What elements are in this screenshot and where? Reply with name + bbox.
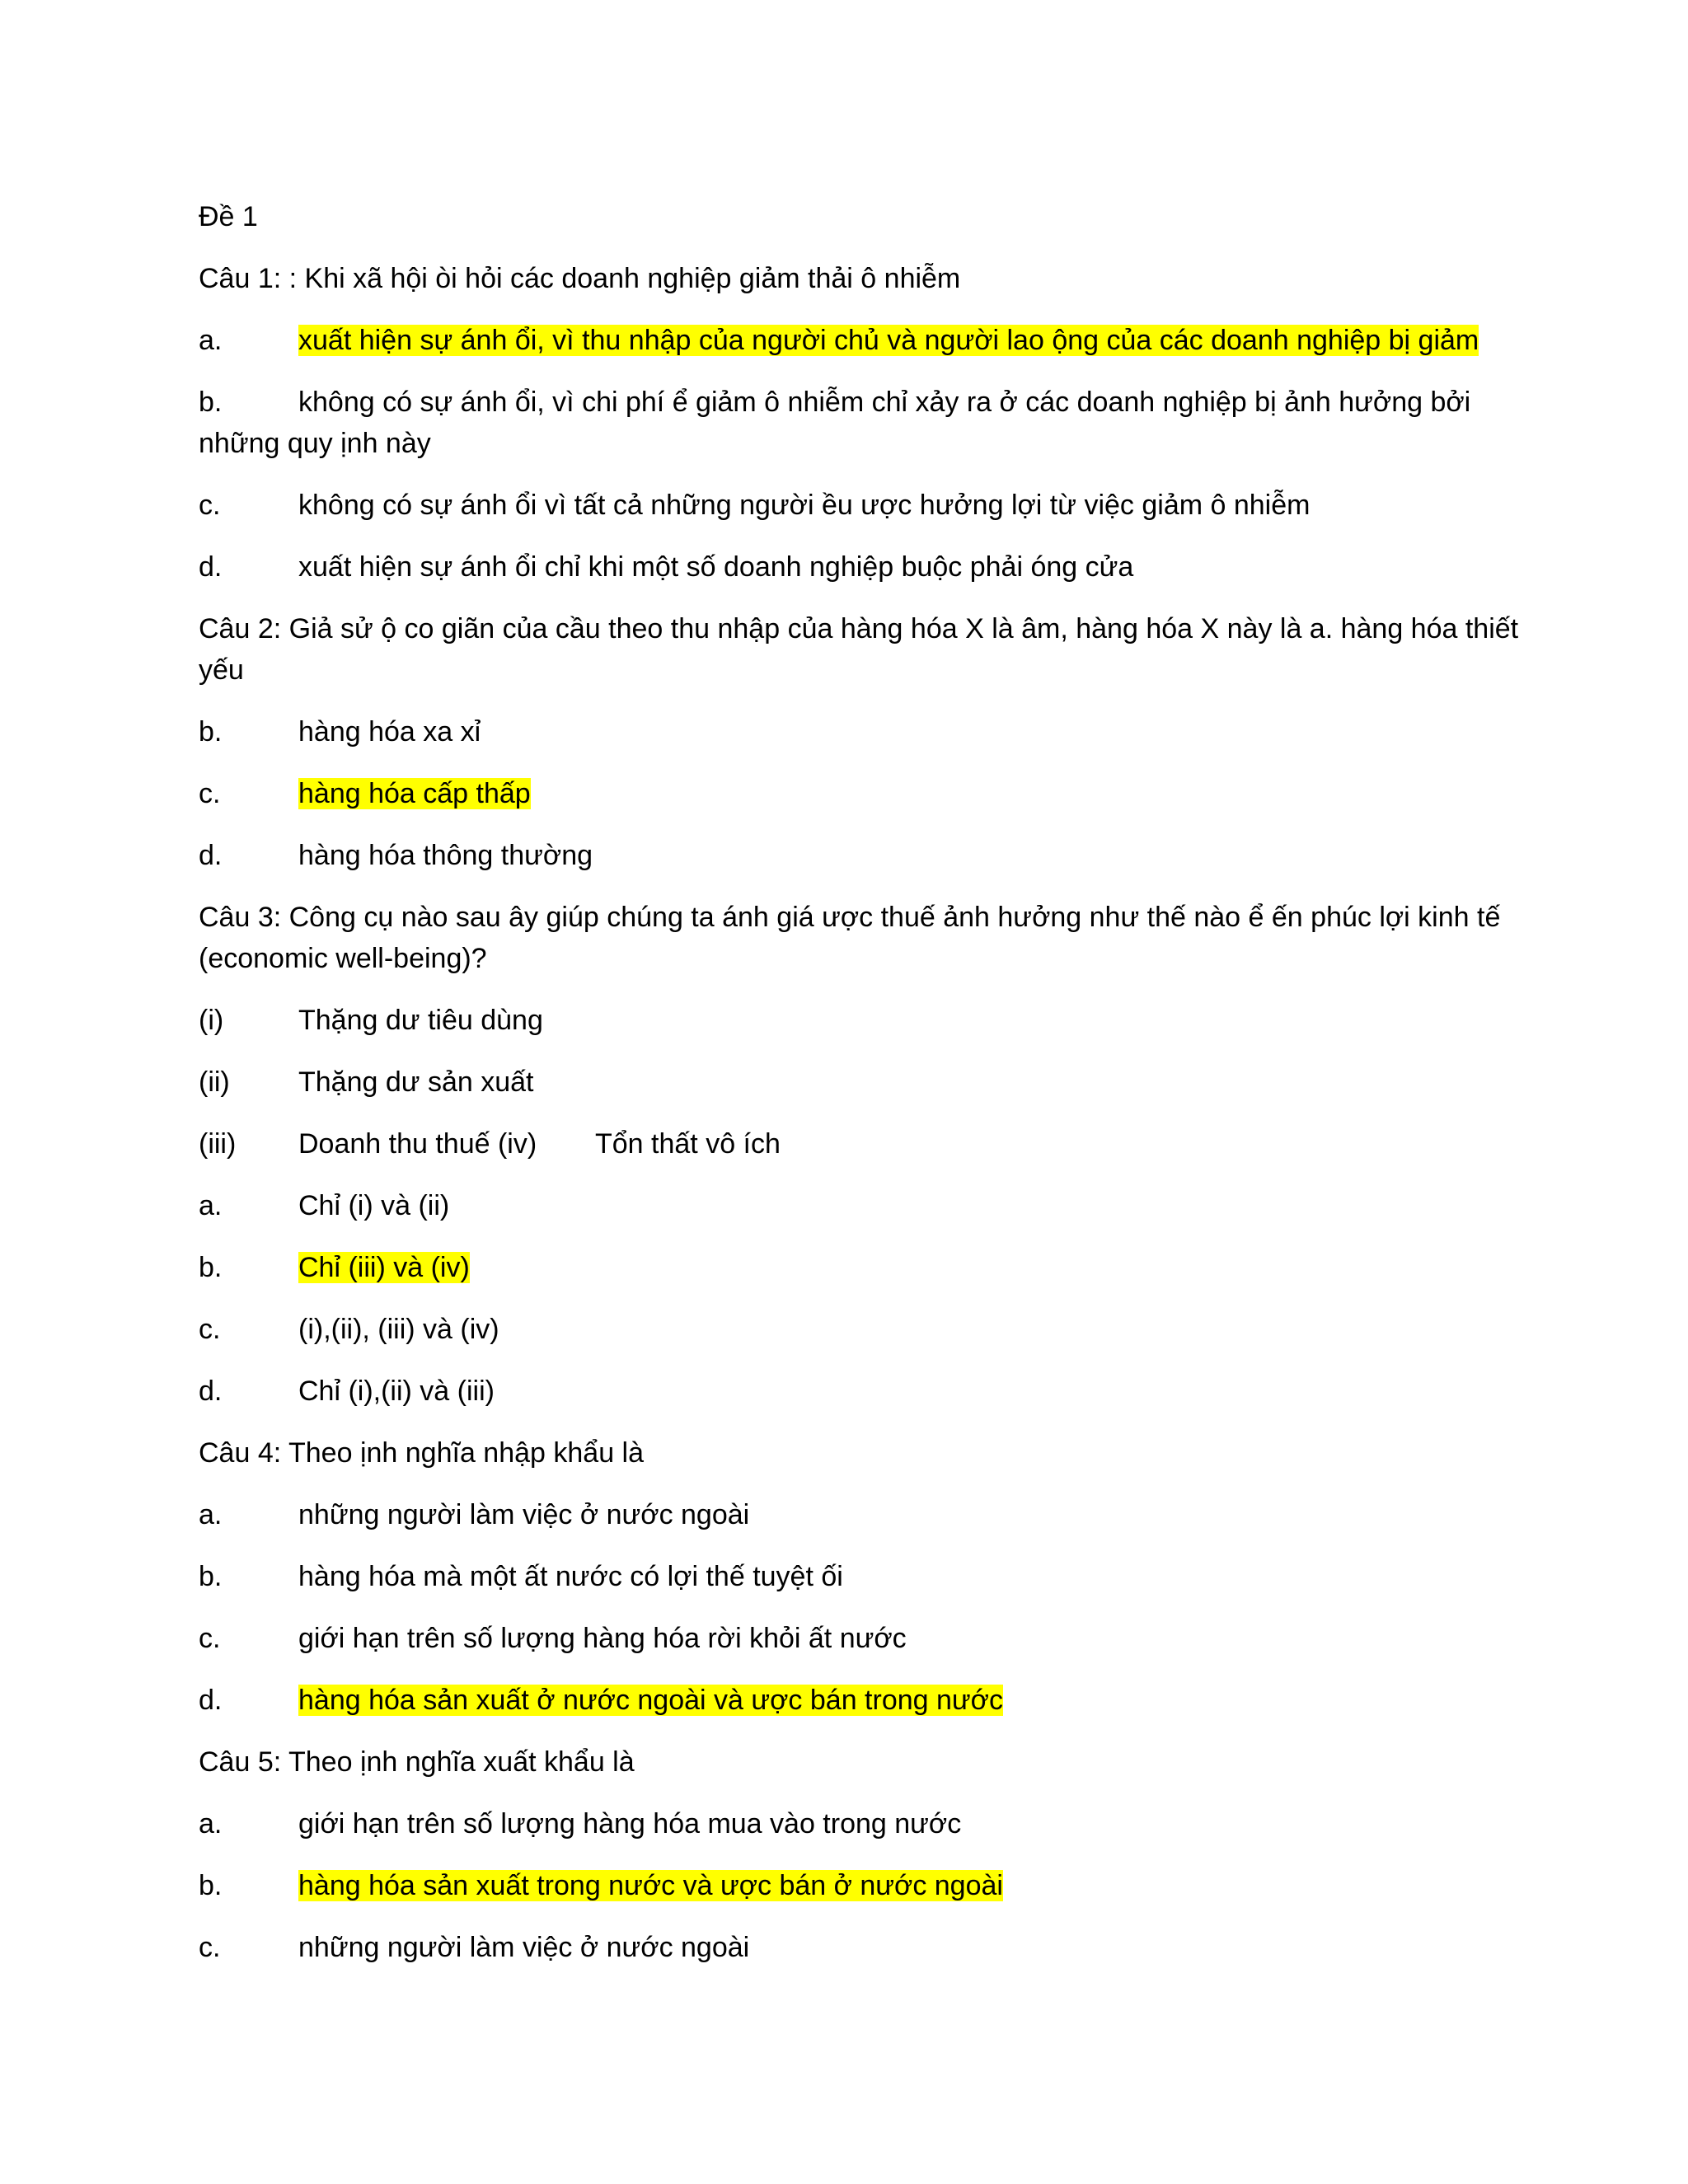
q1-option-d-text: xuất hiện sự ánh ổi chỉ khi một số doanh nghiệp buộc phải óng cửa bbox=[298, 551, 1134, 583]
q1-option-b-label: b. bbox=[199, 387, 223, 418]
answer-highlight: xuất hiện sự ánh ổi, vì thu nhập của người chủ và người lao ộng của các doanh nghiệp bị giảm bbox=[298, 325, 1479, 356]
q3-item-ii-text: Thặng dư sản xuất bbox=[298, 1066, 534, 1098]
q3-option-d-label: d. bbox=[199, 1376, 223, 1407]
question-5-stem: Câu 5: Theo ịnh nghĩa xuất khẩu là bbox=[199, 1746, 635, 1778]
q1-option-d-label: d. bbox=[199, 551, 223, 583]
question-3-stem: Câu 3: Công cụ nào sau ây giúp chúng ta ánh giá ược thuế ảnh hưởng như thế nào ể ến phúc lợi kinh tế bbox=[199, 902, 1501, 933]
q5-option-a-text: giới hạn trên số lượng hàng hóa mua vào trong nước bbox=[298, 1808, 962, 1840]
q4-option-b-label: b. bbox=[199, 1561, 223, 1592]
q3-item-i-text: Thặng dư tiêu dùng bbox=[298, 1005, 543, 1036]
q4-option-d-text bbox=[298, 1680, 1003, 1721]
q3-option-d-text: Chỉ (i),(ii) và (iii) bbox=[298, 1376, 495, 1407]
q2-option-d-text: hàng hóa thông thường bbox=[298, 840, 593, 871]
q3-option-c-text: (i),(ii), (iii) và (iv) bbox=[298, 1314, 499, 1345]
q4-option-c-text: giới hạn trên số lượng hàng hóa rời khỏi ất nước bbox=[298, 1623, 907, 1654]
q4-option-d-label: d. bbox=[199, 1685, 223, 1716]
answer-highlight: hàng hóa cấp thấp bbox=[298, 778, 531, 809]
answer-highlight: hàng hóa sản xuất trong nước và ược bán ở nước ngoài bbox=[298, 1870, 1003, 1901]
q5-option-a-label: a. bbox=[199, 1808, 223, 1840]
document-title: Đề 1 bbox=[199, 201, 258, 232]
q3-item-iv-text: Tổn thất vô ích bbox=[595, 1128, 781, 1160]
q2-option-c-label: c. bbox=[199, 778, 221, 809]
q2-option-d-label: d. bbox=[199, 840, 223, 871]
q4-option-a-label: a. bbox=[199, 1499, 223, 1530]
q1-option-a-label: a. bbox=[199, 325, 223, 356]
question-4-stem: Câu 4: Theo ịnh nghĩa nhập khẩu là bbox=[199, 1437, 645, 1469]
question-3-stem-cont: (economic well-being)? bbox=[199, 943, 487, 974]
q3-item-iii-label: (iii) bbox=[199, 1128, 237, 1160]
question-2-stem: Câu 2: Giả sử ộ co giãn của cầu theo thu nhập của hàng hóa X là âm, hàng hóa X này là a. hàng hóa thiết bbox=[199, 613, 1519, 644]
q2-option-b-label: b. bbox=[199, 716, 223, 748]
q3-item-i-label: (i) bbox=[199, 1005, 224, 1036]
q1-option-b-text-cont: những quy ịnh này bbox=[199, 428, 431, 459]
q3-option-a-text: Chỉ (i) và (ii) bbox=[298, 1190, 450, 1221]
q3-option-b-label: b. bbox=[199, 1252, 223, 1283]
q3-option-c-label: c. bbox=[199, 1314, 221, 1345]
q1-option-c-text: không có sự ánh ổi vì tất cả những người ều ược hưởng lợi từ việc giảm ô nhiễm bbox=[298, 490, 1311, 521]
q3-option-a-label: a. bbox=[199, 1190, 223, 1221]
q1-option-c-label: c. bbox=[199, 490, 221, 521]
q4-option-b-text: hàng hóa mà một ất nước có lợi thế tuyệt ối bbox=[298, 1561, 843, 1592]
answer-highlight: hàng hóa sản xuất ở nước ngoài và ược bán trong nước bbox=[298, 1685, 1003, 1716]
q1-option-a-text bbox=[298, 320, 1479, 361]
q3-option-b-text bbox=[298, 1247, 470, 1288]
q1-option-b-text: không có sự ánh ổi, vì chi phí ể giảm ô nhiễm chỉ xảy ra ở các doanh nghiệp bị ảnh hưởng bởi bbox=[298, 387, 1471, 418]
q4-option-c-label: c. bbox=[199, 1623, 221, 1654]
q5-option-b-label: b. bbox=[199, 1870, 223, 1901]
q5-option-b-text bbox=[298, 1865, 1003, 1906]
question-1-stem: Câu 1: : Khi xã hội òi hỏi các doanh nghiệp giảm thải ô nhiễm bbox=[199, 263, 961, 294]
question-2-stem-cont: yếu bbox=[199, 654, 244, 686]
q5-option-c-label: c. bbox=[199, 1932, 221, 1963]
q2-option-b-text: hàng hóa xa xỉ bbox=[298, 716, 481, 748]
q5-option-c-text: những người làm việc ở nước ngoài bbox=[298, 1932, 750, 1963]
q2-option-c-text bbox=[298, 773, 531, 814]
q4-option-a-text: những người làm việc ở nước ngoài bbox=[298, 1499, 750, 1530]
q3-item-ii-label: (ii) bbox=[199, 1066, 230, 1098]
answer-highlight: Chỉ (iii) và (iv) bbox=[298, 1252, 470, 1283]
q3-item-iii-text: Doanh thu thuế (iv) bbox=[298, 1128, 537, 1160]
